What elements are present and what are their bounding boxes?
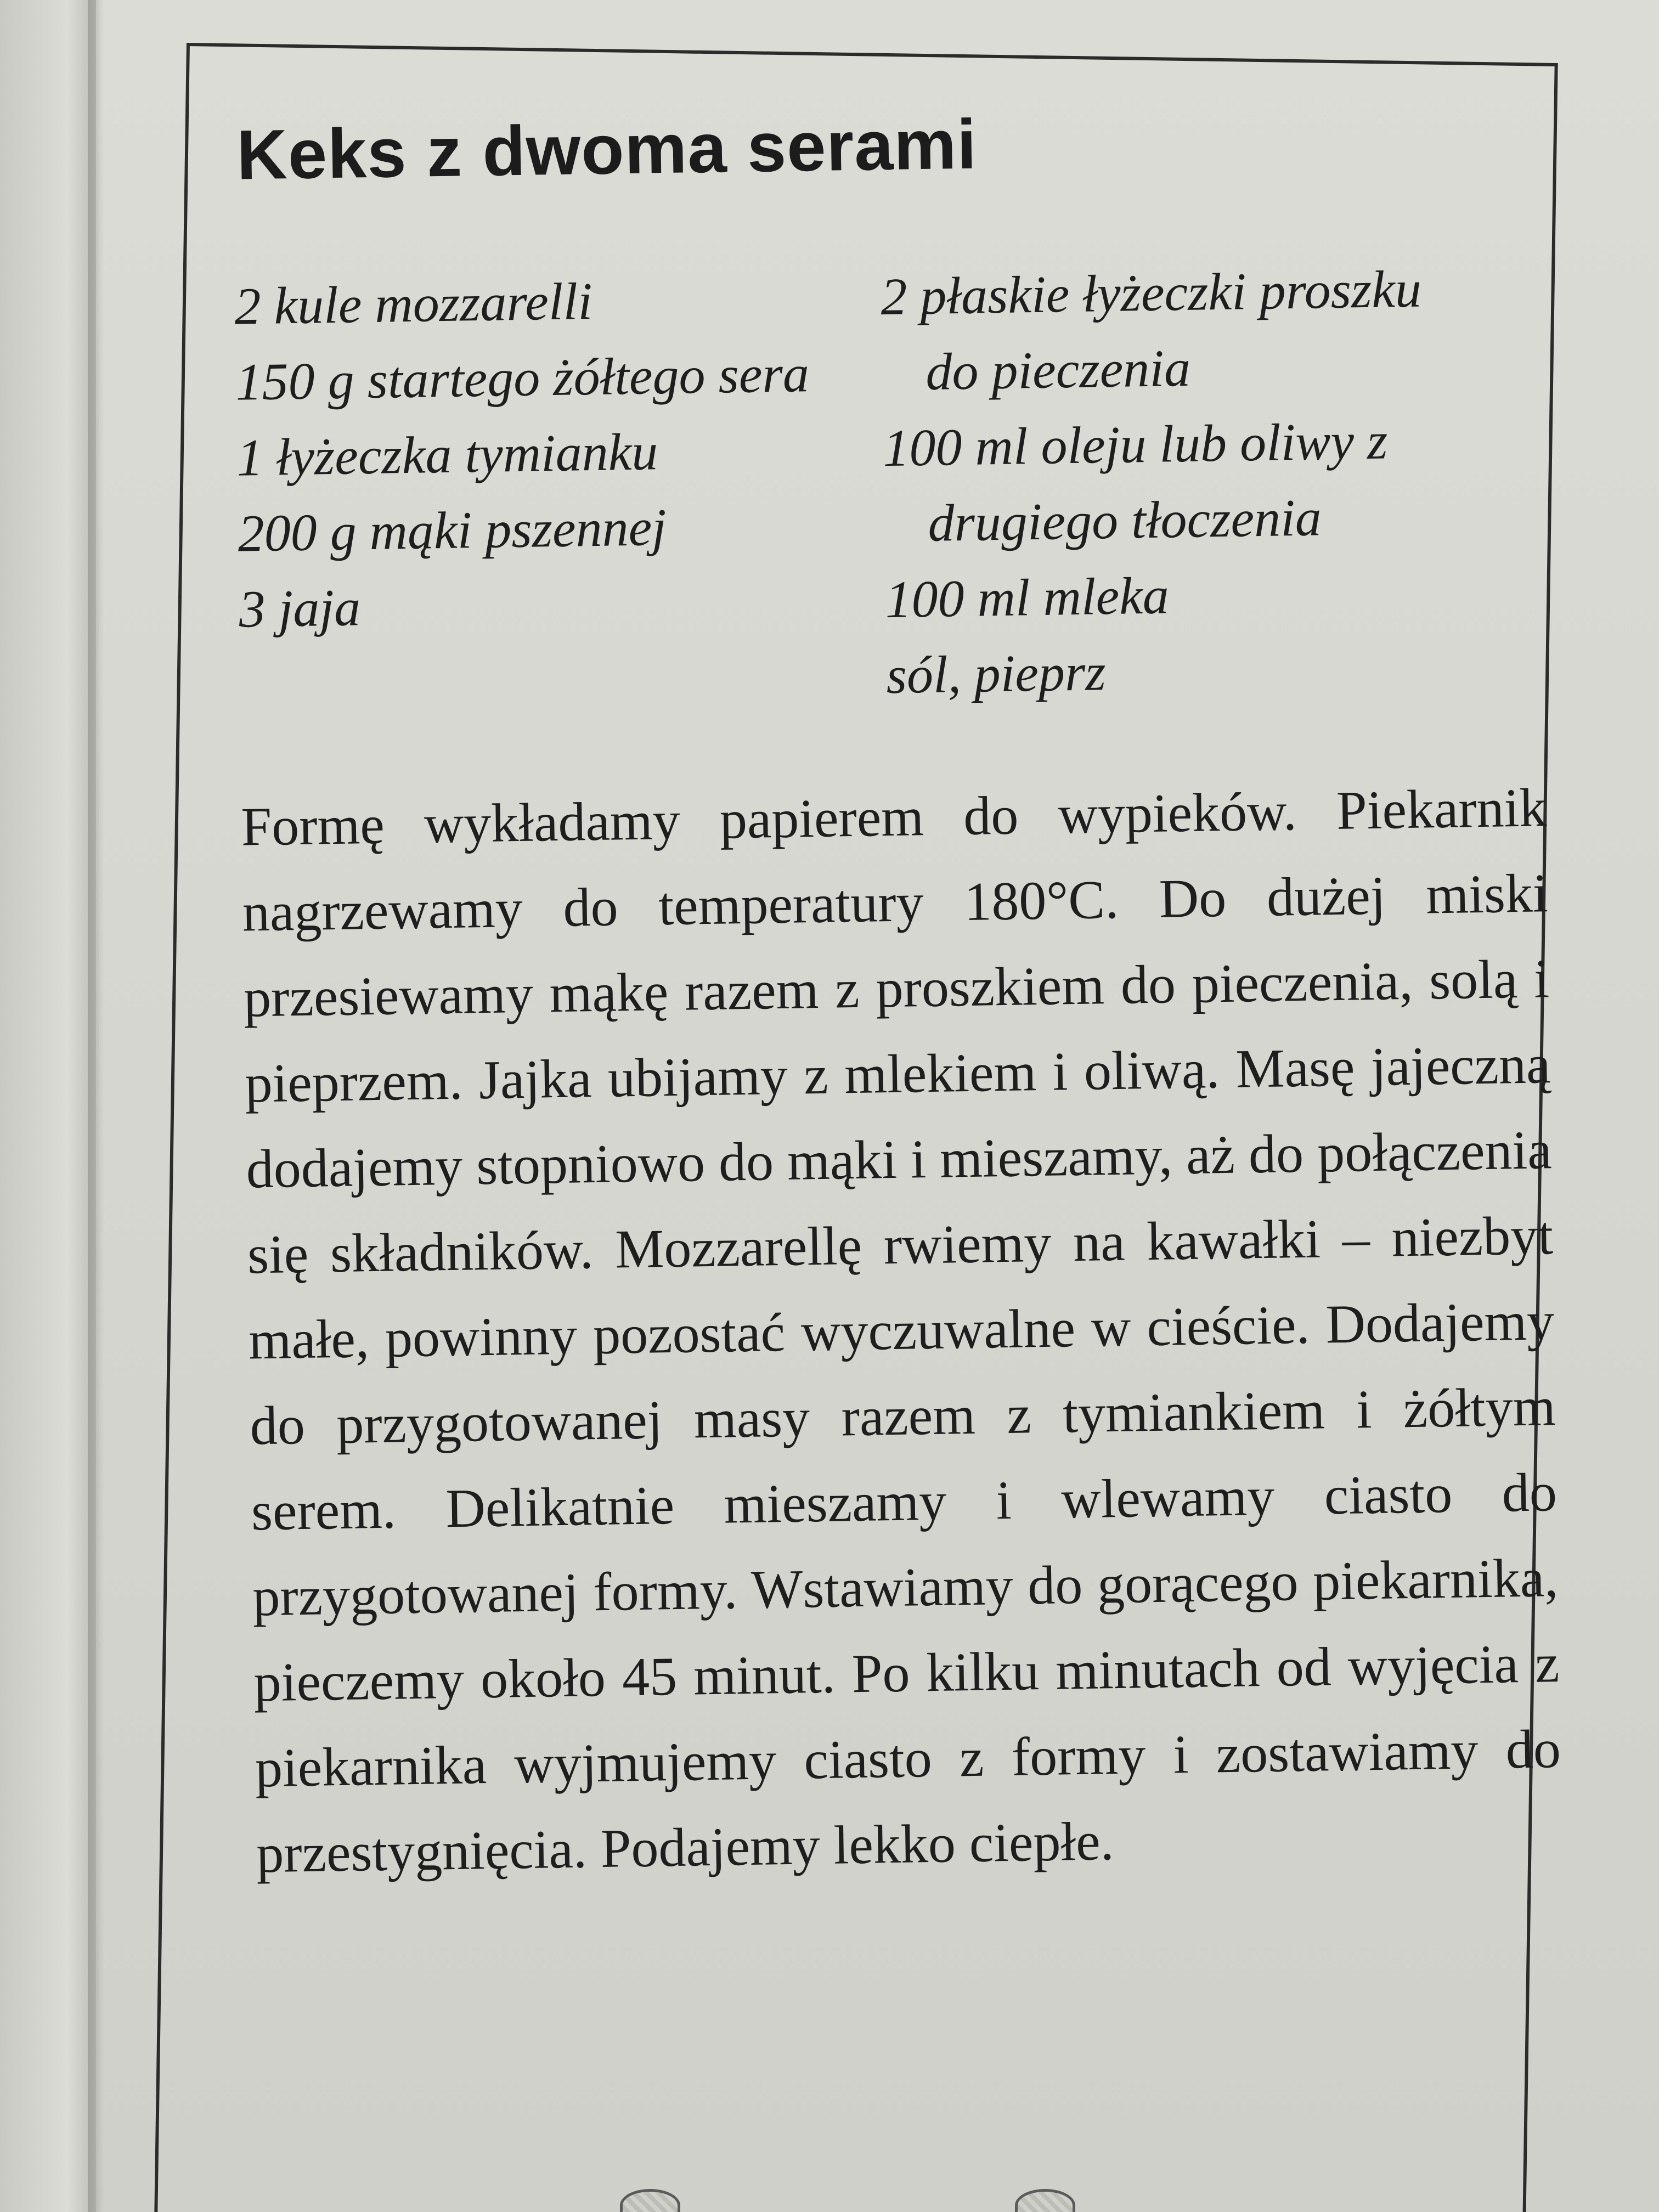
ingredient-item: 2 kule mozzarelli xyxy=(234,271,593,336)
ingredient-item: 150 g startego żółtego sera xyxy=(235,344,810,411)
previous-page-edge xyxy=(0,0,96,2212)
recipe-method-text: Formę wykładamy papierem do wypieków. Piekarnik nagrzewamy do temperatury 180°C. Do dużej miski przesiewamy mąkę razem z proszkiem do pieczenia, solą i pieprzem. Jajka ubijamy z mlekiem i oliwą. Masę jajeczną dodajemy stopniowo do mąki i mieszamy, aż do połączenia się składników. Mozzarellę rwiemy na kawałki – niezbyt małe, powinny pozostać wyczuwalne w cieście. Dodajemy do przygotowanej masy razem z tymiankiem i żółtym serem. Delikatnie mieszamy i wlewamy ciasto do przygotowanej formy. Wstawiamy do gorącego piekarnika, pieczemy około 45 minut. Po kilku minutach od wyjęcia z piekarnika wyjmujemy ciasto z formy i zostawiamy do przestygnięcia. Podajemy lekko ciepłe. xyxy=(240,777,1561,1884)
ingredient-item: 100 ml mleka xyxy=(884,566,1170,629)
ingredient-item: 200 g mąki pszennej xyxy=(237,498,667,563)
page-fold-shadow xyxy=(88,0,104,2212)
recipe-title: Keks z dwoma serami xyxy=(236,105,978,195)
ingredient-item: 2 płaskie łyżeczki proszku do pieczenia xyxy=(880,259,1422,401)
ingredients-column-left xyxy=(234,259,870,647)
ingredients-column-right xyxy=(880,249,1545,713)
ingredient-item: 3 jaja xyxy=(238,578,361,639)
ingredient-item: 1 łyżeczka tymianku xyxy=(236,422,658,487)
ingredient-item: sól, pieprz xyxy=(885,642,1107,705)
ingredient-item: 100 ml oleju lub oliwy z drugiego tłoczenia xyxy=(882,411,1389,552)
